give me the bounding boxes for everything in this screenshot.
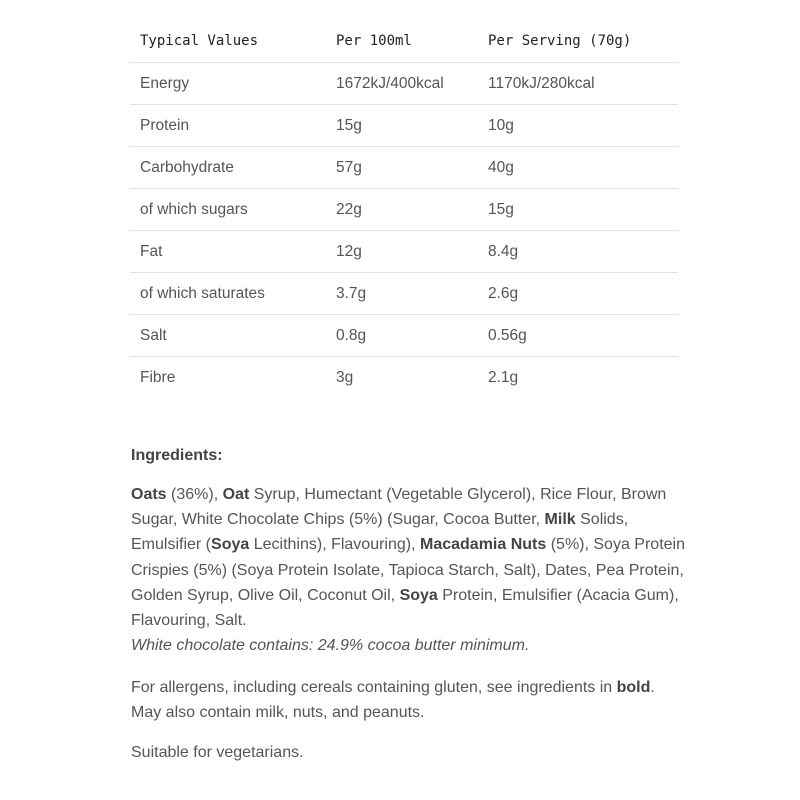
allergen-bold-word: bold: [616, 679, 651, 696]
nutrient-name: Fibre: [130, 357, 326, 399]
ingredient-text: Lecithins), Flavouring),: [249, 536, 420, 554]
allergen-info: [131, 675, 691, 725]
nutrition-row-sugars: [130, 189, 678, 231]
header-per-100ml: Per 100ml: [336, 33, 412, 49]
header-typical-values: Typical Values: [140, 33, 259, 49]
nutrition-row-fibre: [130, 357, 678, 399]
value-per-serving: 2.1g: [478, 357, 678, 399]
ingredient-text: Solids, Emulsifier (: [131, 511, 629, 554]
value-per-serving: 40g: [478, 147, 678, 189]
value-per-serving: 0.56g: [478, 315, 678, 357]
nutrition-row-energy: [130, 63, 678, 105]
allergen-line-2: May also contain milk, nuts, and peanuts.: [131, 704, 425, 722]
nutrition-row-protein: [130, 105, 678, 147]
value-per-100ml: 3g: [326, 357, 478, 399]
nutrient-name: Carbohydrate: [130, 147, 326, 189]
nutrient-name: of which saturates: [130, 273, 326, 315]
ingredient-allergen: Milk: [544, 511, 576, 529]
nutrient-name: Fat: [130, 231, 326, 273]
value-per-serving: 2.6g: [478, 273, 678, 315]
value-per-100ml: 0.8g: [326, 315, 478, 357]
ingredient-text: (5%), Soya Protein Crispies (5%) (Soya Protein Isolate, Tapioca Starch, Salt), Dates, Pea Protein, Golden Syrup, Olive Oil, Coconut Oil,: [131, 536, 685, 604]
nutrient-name: of which sugars: [130, 189, 326, 231]
ingredients-heading: Ingredients:: [131, 447, 223, 464]
ingredient-allergen: Oats: [131, 486, 167, 503]
nutrition-table: [130, 20, 678, 398]
nutrition-row-saturates: [130, 273, 678, 315]
ingredient-allergen: Soya: [211, 536, 250, 554]
nutrition-row-salt: [130, 315, 678, 357]
value-per-100ml: 12g: [326, 231, 478, 273]
ingredients-block: [131, 482, 691, 658]
value-per-100ml: 22g: [326, 189, 478, 231]
header-per-serving: Per Serving (70g): [488, 33, 632, 49]
allergen-line-1-prefix: For allergens, including cereals containing gluten, see ingredients in: [131, 679, 617, 696]
value-per-serving: 15g: [478, 189, 678, 231]
ingredient-text: Syrup, Humectant (Vegetable Glycerol), Rice Flour, Brown Sugar, White Chocolate Chips (5%) (Sugar, Cocoa Butter,: [131, 486, 667, 529]
ingredient-allergen: Macadamia Nuts: [420, 536, 547, 554]
nutrition-row-fat: [130, 231, 678, 273]
ingredients-list: [131, 482, 691, 633]
value-per-100ml: 3.7g: [326, 273, 478, 315]
value-per-100ml: 1672kJ/400kcal: [326, 63, 478, 105]
ingredient-allergen: Oat: [222, 486, 250, 503]
ingredient-allergen: Soya: [399, 586, 438, 604]
nutrient-name: Energy: [130, 63, 326, 105]
nutrition-header-row: [130, 20, 678, 63]
white-chocolate-note: White chocolate contains: 24.9% cocoa butter minimum.: [131, 637, 530, 655]
allergen-line-1: [131, 675, 691, 700]
allergen-line-1-suffix: .: [650, 679, 655, 696]
value-per-serving: 8.4g: [478, 231, 678, 273]
vegetarian-statement: Suitable for vegetarians.: [131, 744, 304, 761]
value-per-100ml: 15g: [326, 105, 478, 147]
nutrient-name: Protein: [130, 105, 326, 147]
nutrient-name: Salt: [130, 315, 326, 357]
ingredient-text: Protein, Emulsifier (Acacia Gum), Flavouring, Salt.: [131, 586, 679, 630]
value-per-serving: 10g: [478, 105, 678, 147]
nutrition-row-carbohydrate: [130, 147, 678, 189]
ingredient-text: (36%),: [166, 486, 223, 503]
value-per-serving: 1170kJ/280kcal: [478, 63, 678, 105]
value-per-100ml: 57g: [326, 147, 478, 189]
